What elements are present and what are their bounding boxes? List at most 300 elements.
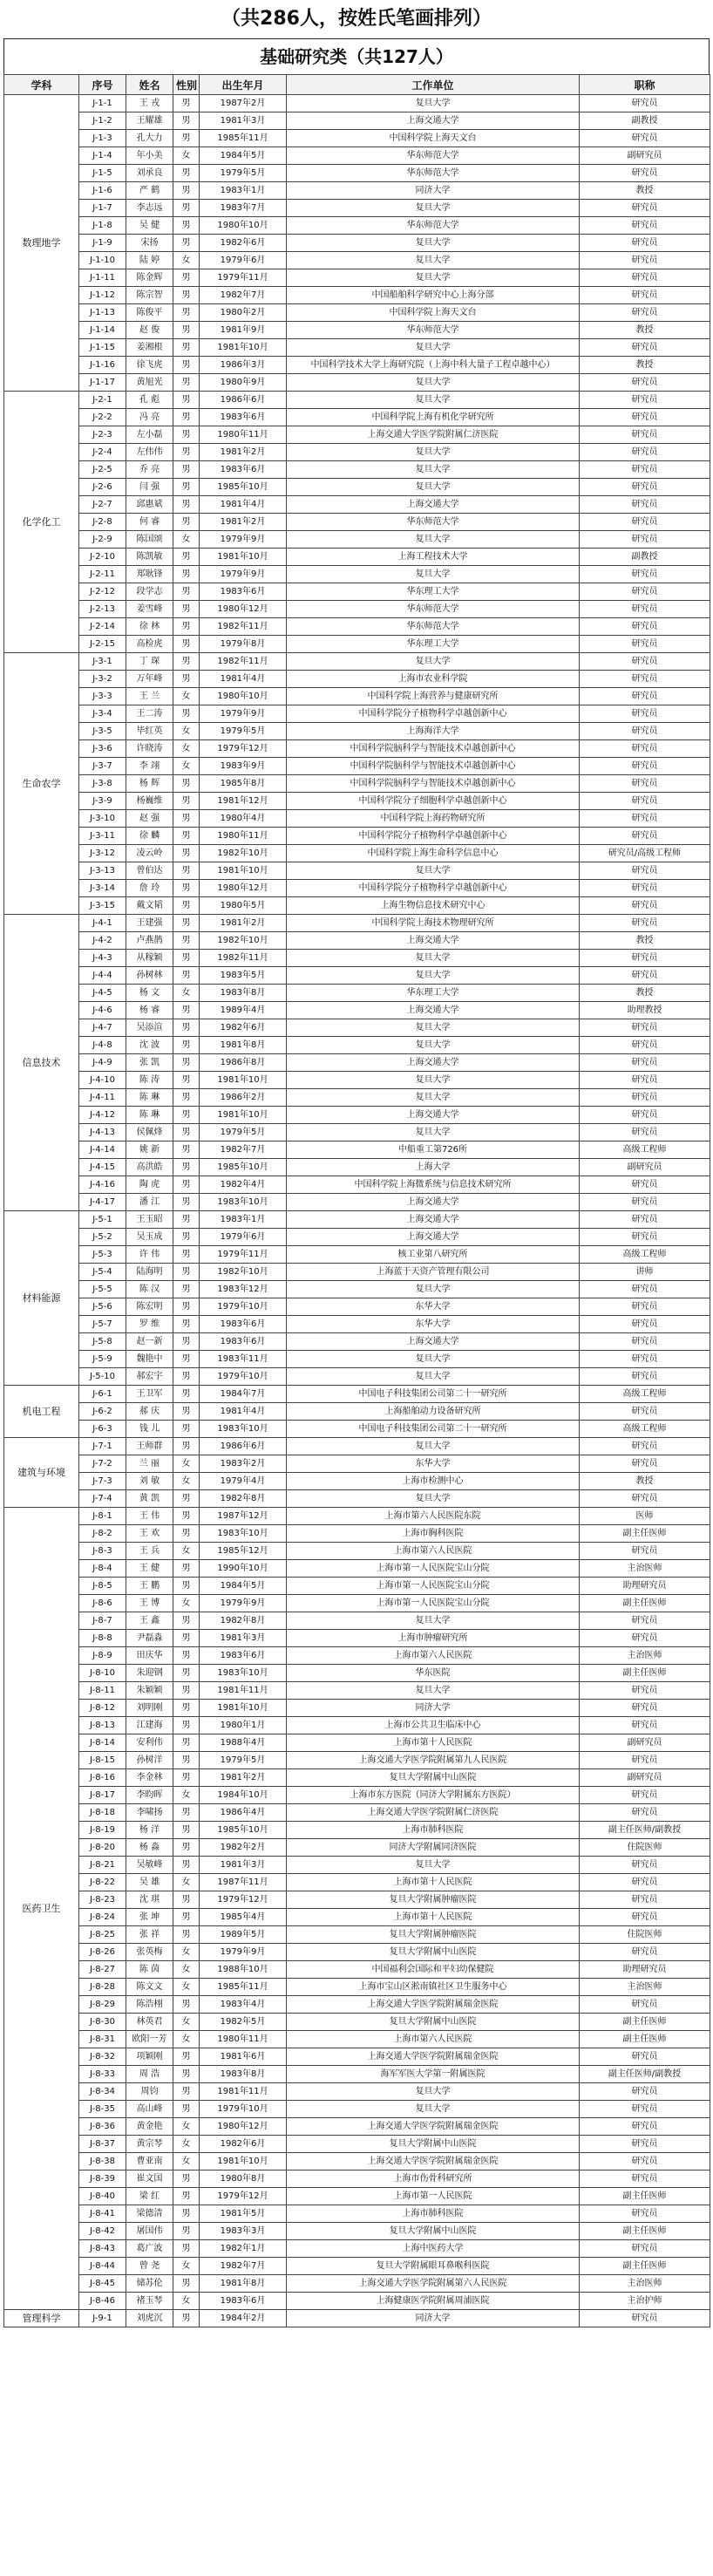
table-row [4, 392, 710, 409]
table-row [4, 2205, 710, 2223]
table-row [4, 1438, 710, 1455]
name-cell: 曾 尧 [126, 2258, 173, 2275]
unit-cell: 东华大学 [287, 1298, 580, 1316]
id-cell: J-8-11 [79, 1682, 126, 1700]
gender-cell: 男 [173, 1700, 200, 1717]
name-cell: 徐 麟 [126, 828, 173, 845]
title-cell: 主治护师 [580, 2293, 710, 2310]
gender-cell: 女 [173, 1595, 200, 1612]
unit-cell: 上海市第六人民医院 [287, 2031, 580, 2048]
id-cell: J-1-16 [79, 357, 126, 374]
id-cell: J-8-3 [79, 1543, 126, 1560]
birth-cell: 1983年10月 [200, 1525, 287, 1543]
gender-cell: 男 [173, 828, 200, 845]
title-cell: 研究员 [580, 566, 710, 583]
name-cell: 崔文国 [126, 2171, 173, 2188]
name-cell: 李志远 [126, 200, 173, 217]
id-cell: J-8-40 [79, 2188, 126, 2205]
id-cell: J-8-44 [79, 2258, 126, 2275]
name-cell: 潘 江 [126, 1194, 173, 1211]
name-cell: 陈 琳 [126, 1107, 173, 1124]
title-cell: 研究员 [580, 531, 710, 549]
birth-cell: 1983年4月 [200, 1996, 287, 2014]
title-cell: 研究员 [580, 2240, 710, 2258]
name-cell: 闫 强 [126, 479, 173, 496]
title-cell: 研究员 [580, 1194, 710, 1211]
id-cell: J-8-30 [79, 2014, 126, 2031]
id-cell: J-3-6 [79, 740, 126, 758]
table-row [4, 688, 710, 705]
gender-cell: 男 [173, 810, 200, 828]
title-cell: 研究员 [580, 1281, 710, 1298]
birth-cell: 1980年10月 [200, 217, 287, 235]
title-cell: 研究员 [580, 287, 710, 304]
unit-cell: 华东理工大学 [287, 985, 580, 1002]
name-cell: 王玉昭 [126, 1211, 173, 1229]
name-cell: 许晓涛 [126, 740, 173, 758]
name-cell: 尹磊淼 [126, 1630, 173, 1647]
gender-cell: 女 [173, 1473, 200, 1490]
id-cell: J-8-7 [79, 1612, 126, 1630]
id-cell: J-1-15 [79, 339, 126, 357]
gender-cell: 男 [173, 2205, 200, 2223]
title-cell: 教授 [580, 1473, 710, 1490]
id-cell: J-6-1 [79, 1386, 126, 1403]
unit-cell: 复旦大学 [287, 1438, 580, 1455]
name-cell: 杨 文 [126, 985, 173, 1002]
id-cell: J-8-23 [79, 1891, 126, 1909]
birth-cell: 1985年4月 [200, 1909, 287, 1926]
table-row [4, 723, 710, 740]
birth-cell: 1986年8月 [200, 1054, 287, 1072]
birth-cell: 1981年11月 [200, 2083, 287, 2101]
unit-cell: 复旦大学 [287, 1490, 580, 1508]
name-cell: 陈宏明 [126, 1298, 173, 1316]
name-cell: 李昀晖 [126, 1787, 173, 1804]
title-cell: 研究员 [580, 1857, 710, 1874]
id-cell: J-3-2 [79, 671, 126, 688]
name-cell: 陈国颂 [126, 531, 173, 549]
title-cell: 教授 [580, 932, 710, 950]
title-cell: 助理研究员 [580, 1578, 710, 1595]
id-cell: J-5-4 [79, 1264, 126, 1281]
unit-cell: 中国科学技术大学上海研究院（上海中科大量子工程卓越中心） [287, 357, 580, 374]
gender-cell: 女 [173, 2118, 200, 2136]
unit-cell: 华东师范大学 [287, 322, 580, 339]
title-cell: 研究员 [580, 1333, 710, 1351]
unit-cell: 复旦大学 [287, 1857, 580, 1874]
gender-cell: 男 [173, 1578, 200, 1595]
unit-cell: 复旦大学 [287, 95, 580, 112]
gender-cell: 男 [173, 374, 200, 392]
unit-cell: 中国科学院上海技术物理研究所 [287, 915, 580, 932]
unit-cell: 复旦大学 [287, 1019, 580, 1037]
title-cell: 研究员 [580, 862, 710, 880]
gender-cell: 男 [173, 1769, 200, 1787]
gender-cell: 女 [173, 2031, 200, 2048]
birth-cell: 1980年11月 [200, 2031, 287, 2048]
roster-table [3, 74, 710, 2327]
unit-cell: 上海交通大学 [287, 1229, 580, 1246]
title-cell: 研究员 [580, 2136, 710, 2153]
gender-cell: 男 [173, 1368, 200, 1386]
gender-cell: 女 [173, 147, 200, 165]
unit-cell: 中国科学院分子植物科学卓越创新中心 [287, 828, 580, 845]
id-cell: J-1-8 [79, 217, 126, 235]
id-cell: J-4-13 [79, 1124, 126, 1141]
name-cell: 朱迎钢 [126, 1665, 173, 1682]
name-cell: 杨 洋 [126, 1822, 173, 1839]
name-cell: 黄金艳 [126, 2118, 173, 2136]
unit-cell: 上海船舶动力设备研究所 [287, 1403, 580, 1421]
birth-cell: 1990年10月 [200, 1560, 287, 1578]
birth-cell: 1980年4月 [200, 810, 287, 828]
id-cell: J-8-34 [79, 2083, 126, 2101]
birth-cell: 1982年6月 [200, 235, 287, 252]
table-row [4, 2188, 710, 2205]
gender-cell: 女 [173, 2014, 200, 2031]
table-row [4, 1560, 710, 1578]
birth-cell: 1982年1月 [200, 2240, 287, 2258]
id-cell: J-1-3 [79, 130, 126, 147]
unit-cell: 复旦大学附属中山医院 [287, 1769, 580, 1787]
gender-cell: 男 [173, 1717, 200, 1734]
name-cell: 杨 淼 [126, 1839, 173, 1857]
table-row [4, 269, 710, 287]
name-cell: 王 伟 [126, 1508, 173, 1525]
gender-cell: 男 [173, 1229, 200, 1246]
gender-cell: 男 [173, 2275, 200, 2293]
name-cell: 王 兵 [126, 1543, 173, 1560]
birth-cell: 1983年8月 [200, 2066, 287, 2083]
id-cell: J-4-14 [79, 1141, 126, 1159]
id-cell: J-4-17 [79, 1194, 126, 1211]
table-row [4, 479, 710, 496]
table-row [4, 1909, 710, 1926]
id-cell: J-8-33 [79, 2066, 126, 2083]
title-cell: 研究员 [580, 1455, 710, 1473]
name-cell: 陆海明 [126, 1264, 173, 1281]
unit-cell: 上海交通大学医学院附属仁济医院 [287, 1804, 580, 1822]
birth-cell: 1983年6月 [200, 409, 287, 426]
table-row [4, 409, 710, 426]
table-row [4, 444, 710, 461]
title-cell: 副研究员 [580, 1159, 710, 1176]
table-row [4, 740, 710, 758]
id-cell: J-8-46 [79, 2293, 126, 2310]
name-cell: 孔 彪 [126, 392, 173, 409]
name-cell: 周 浩 [126, 2066, 173, 2083]
name-cell: 乔 亮 [126, 461, 173, 479]
title-cell: 研究员 [580, 950, 710, 967]
birth-cell: 1983年6月 [200, 583, 287, 601]
name-cell: 冯 亮 [126, 409, 173, 426]
id-cell: J-8-43 [79, 2240, 126, 2258]
unit-cell: 中国科学院分子细胞科学卓越创新中心 [287, 793, 580, 810]
birth-cell: 1981年6月 [200, 2048, 287, 2066]
title-cell: 研究员 [580, 1490, 710, 1508]
gender-cell: 男 [173, 549, 200, 566]
gender-cell: 男 [173, 671, 200, 688]
unit-cell: 上海市肿瘤研究所 [287, 1630, 580, 1647]
birth-cell: 1981年2月 [200, 444, 287, 461]
column-header-title: 职称 [580, 75, 710, 95]
id-cell: J-4-12 [79, 1107, 126, 1124]
title-cell: 研究员 [580, 1874, 710, 1891]
table-row [4, 287, 710, 304]
unit-cell: 上海市肺科医院 [287, 2205, 580, 2223]
name-cell: 罗 维 [126, 1316, 173, 1333]
birth-cell: 1981年9月 [200, 322, 287, 339]
unit-cell: 复旦大学附属眼耳鼻喉科医院 [287, 2258, 580, 2275]
title-cell: 高级工程师 [580, 1421, 710, 1438]
id-cell: J-1-1 [79, 95, 126, 112]
birth-cell: 1982年11月 [200, 653, 287, 671]
birth-cell: 1981年10月 [200, 339, 287, 357]
gender-cell: 女 [173, 2258, 200, 2275]
name-cell: 高检虎 [126, 636, 173, 653]
name-cell: 王 兰 [126, 688, 173, 705]
title-cell: 助理研究员 [580, 1961, 710, 1979]
title-cell: 研究员 [580, 1229, 710, 1246]
gender-cell: 女 [173, 758, 200, 775]
table-row [4, 1298, 710, 1316]
id-cell: J-2-13 [79, 601, 126, 618]
unit-cell: 上海交通大学医学院附属瑞金医院 [287, 2118, 580, 2136]
title-cell: 研究员 [580, 1717, 710, 1734]
unit-cell: 同济大学 [287, 182, 580, 200]
birth-cell: 1983年6月 [200, 2293, 287, 2310]
name-cell: 姚 新 [126, 1141, 173, 1159]
name-cell: 毕红英 [126, 723, 173, 740]
unit-cell: 中国科学院脑科学与智能技术卓越创新中心 [287, 740, 580, 758]
title-cell: 研究员 [580, 1787, 710, 1804]
birth-cell: 1983年6月 [200, 1316, 287, 1333]
unit-cell: 复旦大学 [287, 339, 580, 357]
id-cell: J-2-12 [79, 583, 126, 601]
unit-cell: 华东理工大学 [287, 636, 580, 653]
gender-cell: 男 [173, 775, 200, 793]
gender-cell: 男 [173, 339, 200, 357]
table-row [4, 880, 710, 897]
id-cell: J-4-5 [79, 985, 126, 1002]
table-row [4, 2240, 710, 2258]
gender-cell: 男 [173, 496, 200, 514]
table-row [4, 374, 710, 392]
title-cell: 副主任医师 [580, 2258, 710, 2275]
id-cell: J-3-14 [79, 880, 126, 897]
unit-cell: 同济大学 [287, 1700, 580, 1717]
id-cell: J-2-1 [79, 392, 126, 409]
table-row [4, 758, 710, 775]
gender-cell: 男 [173, 1211, 200, 1229]
title-cell: 研究员 [580, 583, 710, 601]
unit-cell: 复旦大学 [287, 1682, 580, 1700]
table-row [4, 549, 710, 566]
gender-cell: 女 [173, 2293, 200, 2310]
gender-cell: 男 [173, 1194, 200, 1211]
title-cell: 研究员 [580, 1351, 710, 1368]
birth-cell: 1979年8月 [200, 636, 287, 653]
birth-cell: 1981年4月 [200, 496, 287, 514]
name-cell: 刘承良 [126, 165, 173, 182]
birth-cell: 1980年8月 [200, 2171, 287, 2188]
subject-cell: 建筑与环境 [4, 1438, 79, 1508]
birth-cell: 1983年6月 [200, 1333, 287, 1351]
gender-cell: 女 [173, 688, 200, 705]
gender-cell: 男 [173, 1804, 200, 1822]
gender-cell: 男 [173, 130, 200, 147]
gender-cell: 男 [173, 2188, 200, 2205]
name-cell: 陆 婷 [126, 252, 173, 269]
name-cell: 陈俊平 [126, 304, 173, 322]
name-cell: 黄 凯 [126, 1490, 173, 1508]
birth-cell: 1981年3月 [200, 112, 287, 130]
gender-cell: 男 [173, 357, 200, 374]
title-cell: 副主任医师 [580, 2014, 710, 2031]
gender-cell: 男 [173, 1264, 200, 1281]
name-cell: 林英君 [126, 2014, 173, 2031]
id-cell: J-5-8 [79, 1333, 126, 1351]
table-row [4, 985, 710, 1002]
gender-cell: 男 [173, 845, 200, 862]
name-cell: 张 坤 [126, 1909, 173, 1926]
birth-cell: 1983年6月 [200, 1647, 287, 1665]
title-cell: 研究员 [580, 269, 710, 287]
name-cell: 从稼颖 [126, 950, 173, 967]
gender-cell: 男 [173, 217, 200, 235]
birth-cell: 1981年12月 [200, 793, 287, 810]
table-row [4, 862, 710, 880]
title-cell: 副研究员 [580, 147, 710, 165]
unit-cell: 复旦大学 [287, 967, 580, 985]
title-cell: 研究员 [580, 1682, 710, 1700]
gender-cell: 女 [173, 1961, 200, 1979]
table-row [4, 1037, 710, 1054]
birth-cell: 1982年5月 [200, 2014, 287, 2031]
birth-cell: 1984年5月 [200, 1578, 287, 1595]
title-cell: 副主任医师 [580, 2223, 710, 2240]
gender-cell: 女 [173, 1944, 200, 1961]
id-cell: J-4-3 [79, 950, 126, 967]
unit-cell: 复旦大学 [287, 269, 580, 287]
unit-cell: 中国科学院上海有机化学研究所 [287, 409, 580, 426]
title-cell: 研究员 [580, 967, 710, 985]
gender-cell: 男 [173, 1124, 200, 1141]
gender-cell: 男 [173, 409, 200, 426]
birth-cell: 1985年11月 [200, 1979, 287, 1996]
title-cell: 研究员 [580, 1054, 710, 1072]
gender-cell: 男 [173, 1176, 200, 1194]
name-cell: 吴添渲 [126, 1019, 173, 1037]
gender-cell: 男 [173, 880, 200, 897]
table-row [4, 1508, 710, 1525]
table-row [4, 322, 710, 339]
name-cell: 杨 辉 [126, 775, 173, 793]
table-row [4, 583, 710, 601]
birth-cell: 1981年10月 [200, 1700, 287, 1717]
title-cell: 研究员 [580, 688, 710, 705]
table-row [4, 95, 710, 112]
table-row [4, 2031, 710, 2048]
name-cell: 项颖刚 [126, 2048, 173, 2066]
table-row [4, 653, 710, 671]
title-cell: 研究员 [580, 1107, 710, 1124]
birth-cell: 1986年3月 [200, 357, 287, 374]
id-cell: J-8-22 [79, 1874, 126, 1891]
table-row [4, 950, 710, 967]
birth-cell: 1981年4月 [200, 1403, 287, 1421]
table-row [4, 2101, 710, 2118]
unit-cell: 上海交通大学 [287, 1333, 580, 1351]
table-header [4, 75, 710, 95]
name-cell: 高山峰 [126, 2101, 173, 2118]
birth-cell: 1980年12月 [200, 880, 287, 897]
gender-cell: 男 [173, 1281, 200, 1298]
table-row [4, 1996, 710, 2014]
unit-cell: 上海市农业科学院 [287, 671, 580, 688]
unit-cell: 上海市胸科医院 [287, 1525, 580, 1543]
id-cell: J-8-9 [79, 1647, 126, 1665]
gender-cell: 男 [173, 1630, 200, 1647]
id-cell: J-4-10 [79, 1072, 126, 1089]
title-cell: 高级工程师 [580, 1246, 710, 1264]
name-cell: 赵 俊 [126, 322, 173, 339]
table-row [4, 1072, 710, 1089]
id-cell: J-8-45 [79, 2275, 126, 2293]
title-cell: 主治医师 [580, 2275, 710, 2293]
column-header-gender: 性别 [173, 75, 200, 95]
gender-cell: 男 [173, 1560, 200, 1578]
title-cell: 研究员 [580, 217, 710, 235]
gender-cell: 男 [173, 950, 200, 967]
gender-cell: 女 [173, 740, 200, 758]
id-cell: J-1-4 [79, 147, 126, 165]
birth-cell: 1979年10月 [200, 1368, 287, 1386]
id-cell: J-1-11 [79, 269, 126, 287]
birth-cell: 1981年10月 [200, 2153, 287, 2171]
table-row [4, 1647, 710, 1665]
name-cell: 赵 强 [126, 810, 173, 828]
table-row [4, 1804, 710, 1822]
birth-cell: 1981年10月 [200, 862, 287, 880]
table-row [4, 1229, 710, 1246]
title-cell: 研究员 [580, 426, 710, 444]
title-cell: 主治医师 [580, 1979, 710, 1996]
title-cell: 研究员 [580, 1630, 710, 1647]
birth-cell: 1981年8月 [200, 1037, 287, 1054]
title-cell: 研究员 [580, 2118, 710, 2136]
gender-cell: 男 [173, 1054, 200, 1072]
title-cell: 研究员 [580, 444, 710, 461]
birth-cell: 1982年7月 [200, 2258, 287, 2275]
unit-cell: 复旦大学 [287, 566, 580, 583]
birth-cell: 1981年11月 [200, 1682, 287, 1700]
unit-cell: 上海市伤骨科研究所 [287, 2171, 580, 2188]
gender-cell: 男 [173, 1438, 200, 1455]
table-row [4, 705, 710, 723]
birth-cell: 1988年4月 [200, 1734, 287, 1752]
gender-cell: 男 [173, 915, 200, 932]
id-cell: J-8-13 [79, 1717, 126, 1734]
title-cell: 研究员 [580, 671, 710, 688]
unit-cell: 复旦大学附属中山医院 [287, 2136, 580, 2153]
id-cell: J-8-35 [79, 2101, 126, 2118]
birth-cell: 1982年6月 [200, 1019, 287, 1037]
birth-cell: 1979年9月 [200, 1944, 287, 1961]
table-row [4, 1107, 710, 1124]
unit-cell: 上海交通大学医学院附属第九人民医院 [287, 1752, 580, 1769]
